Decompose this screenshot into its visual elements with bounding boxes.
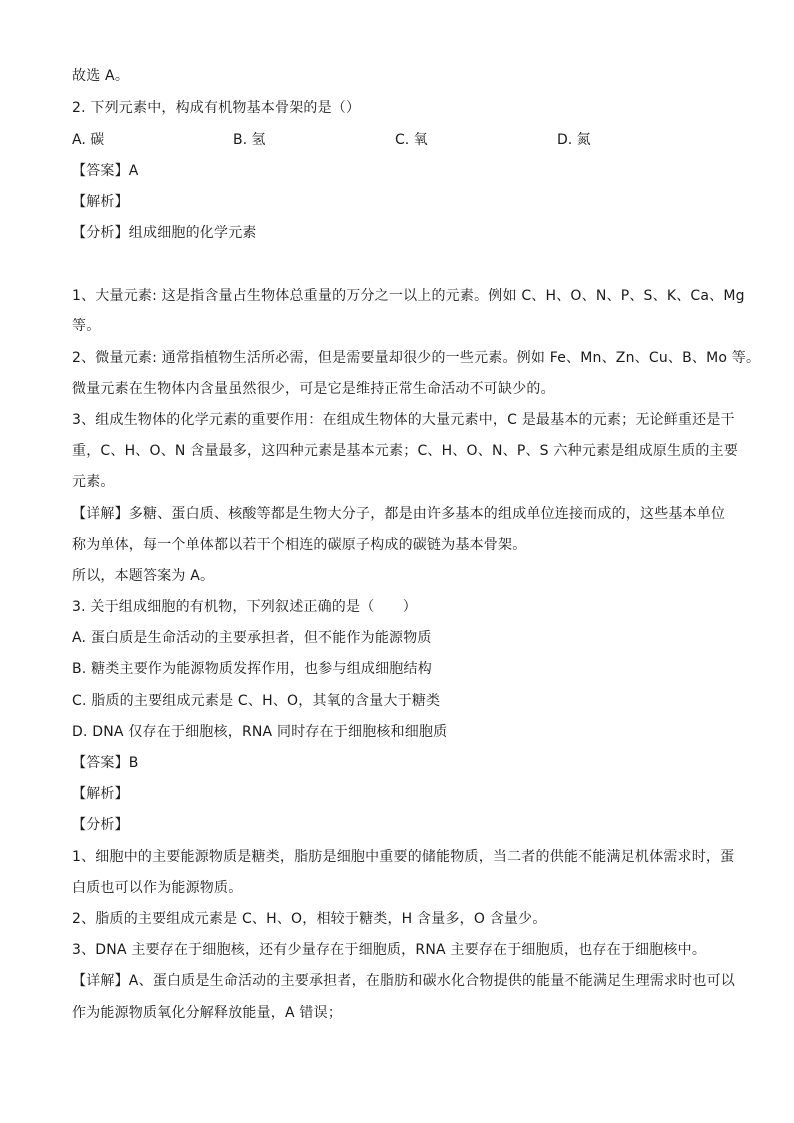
question-2-answer: 【答案】A (72, 163, 139, 179)
option-d: D. 氮 (557, 132, 591, 148)
q2-detail-a: 【详解】多糖、蛋白质、核酸等都是生物大分子，都是由许多基本的组成单位连接而成的，这些基本单位 (72, 506, 726, 522)
q3-paragraph-3: 3、DNA 主要存在于细胞核，还有少量存在于细胞质，RNA 主要存在于细胞质，也存在于细胞核中。 (72, 942, 707, 958)
q2-paragraph-3a: 3、组成生物体的化学元素的重要作用：在组成生物体的大量元素中，C 是最基本的元素；无论鲜重还是干 (72, 412, 735, 428)
option-a: A. 碳 (72, 132, 105, 148)
question-2-fenxi: 【分析】组成细胞的化学元素 (72, 225, 257, 241)
q1-conclusion: 故选 A。 (72, 68, 130, 84)
option-b: B. 氢 (233, 132, 266, 148)
q3-detail-a: 【详解】A、蛋白质是生命活动的主要承担者，在脂肪和碳水化合物提供的能量不能满足生理需求时也可以 (72, 973, 735, 989)
question-2-analysis-label: 【解析】 (72, 194, 129, 210)
option-c: C. 氧 (395, 132, 428, 148)
question-3-option-a: A. 蛋白质是生命活动的主要承担者，但不能作为能源物质 (72, 630, 432, 646)
q2-detail-b: 称为单体，每一个单体都以若干个相连的碳原子构成的碳链为基本骨架。 (72, 537, 527, 553)
q2-paragraph-3b: 重，C、H、O、N 含量最多，这四种元素是基本元素；C、H、O、N、P、S 六种元素是组成原生质的主要 (72, 443, 739, 459)
q2-paragraph-2a: 2、微量元素: 通常指植物生活所必需，但是需要量却很少的一些元素。例如 Fe、Mn、Zn、Cu、B、Mo 等。 (72, 350, 761, 366)
q2-conclusion: 所以，本题答案为 A。 (72, 568, 215, 584)
q2-paragraph-3c: 元素。 (72, 474, 115, 490)
question-3-analysis-label: 【解析】 (72, 786, 129, 802)
q2-paragraph-2b: 微量元素在生物体内含量虽然很少，可是它是维持正常生命活动不可缺少的。 (72, 381, 555, 397)
question-3-option-c: C. 脂质的主要组成元素是 C、H、O，其氧的含量大于糖类 (72, 693, 441, 709)
question-3-option-d: D. DNA 仅存在于细胞核，RNA 同时存在于细胞核和细胞质 (72, 724, 448, 740)
q2-paragraph-1a: 1、大量元素: 这是指含量占生物体总重量的万分之一以上的元素。例如 C、H、O、N、P、S、K、Ca、Mg (72, 288, 745, 304)
question-3-stem: 3. 关于组成细胞的有机物，下列叙述正确的是（ ） (72, 599, 418, 615)
q3-paragraph-1b: 白质也可以作为能源物质。 (72, 880, 243, 896)
q2-paragraph-1b: 等。 (72, 318, 101, 334)
q3-paragraph-1a: 1、细胞中的主要能源物质是糖类，脂肪是细胞中重要的储能物质，当二者的供能不能满足机体需求时，蛋 (72, 849, 735, 865)
question-2-stem: 2. 下列元素中，构成有机物基本骨架的是（） (72, 100, 361, 116)
q3-detail-b: 作为能源物质氧化分解释放能量，A 错误； (72, 1005, 343, 1021)
question-3-answer: 【答案】B (72, 755, 139, 771)
q3-paragraph-2: 2、脂质的主要组成元素是 C、H、O，相较于糖类，H 含量多，O 含量少。 (72, 911, 547, 927)
question-3-option-b: B. 糖类主要作为能源物质发挥作用，也参与组成细胞结构 (72, 661, 432, 677)
question-3-fenxi: 【分析】 (72, 817, 129, 833)
